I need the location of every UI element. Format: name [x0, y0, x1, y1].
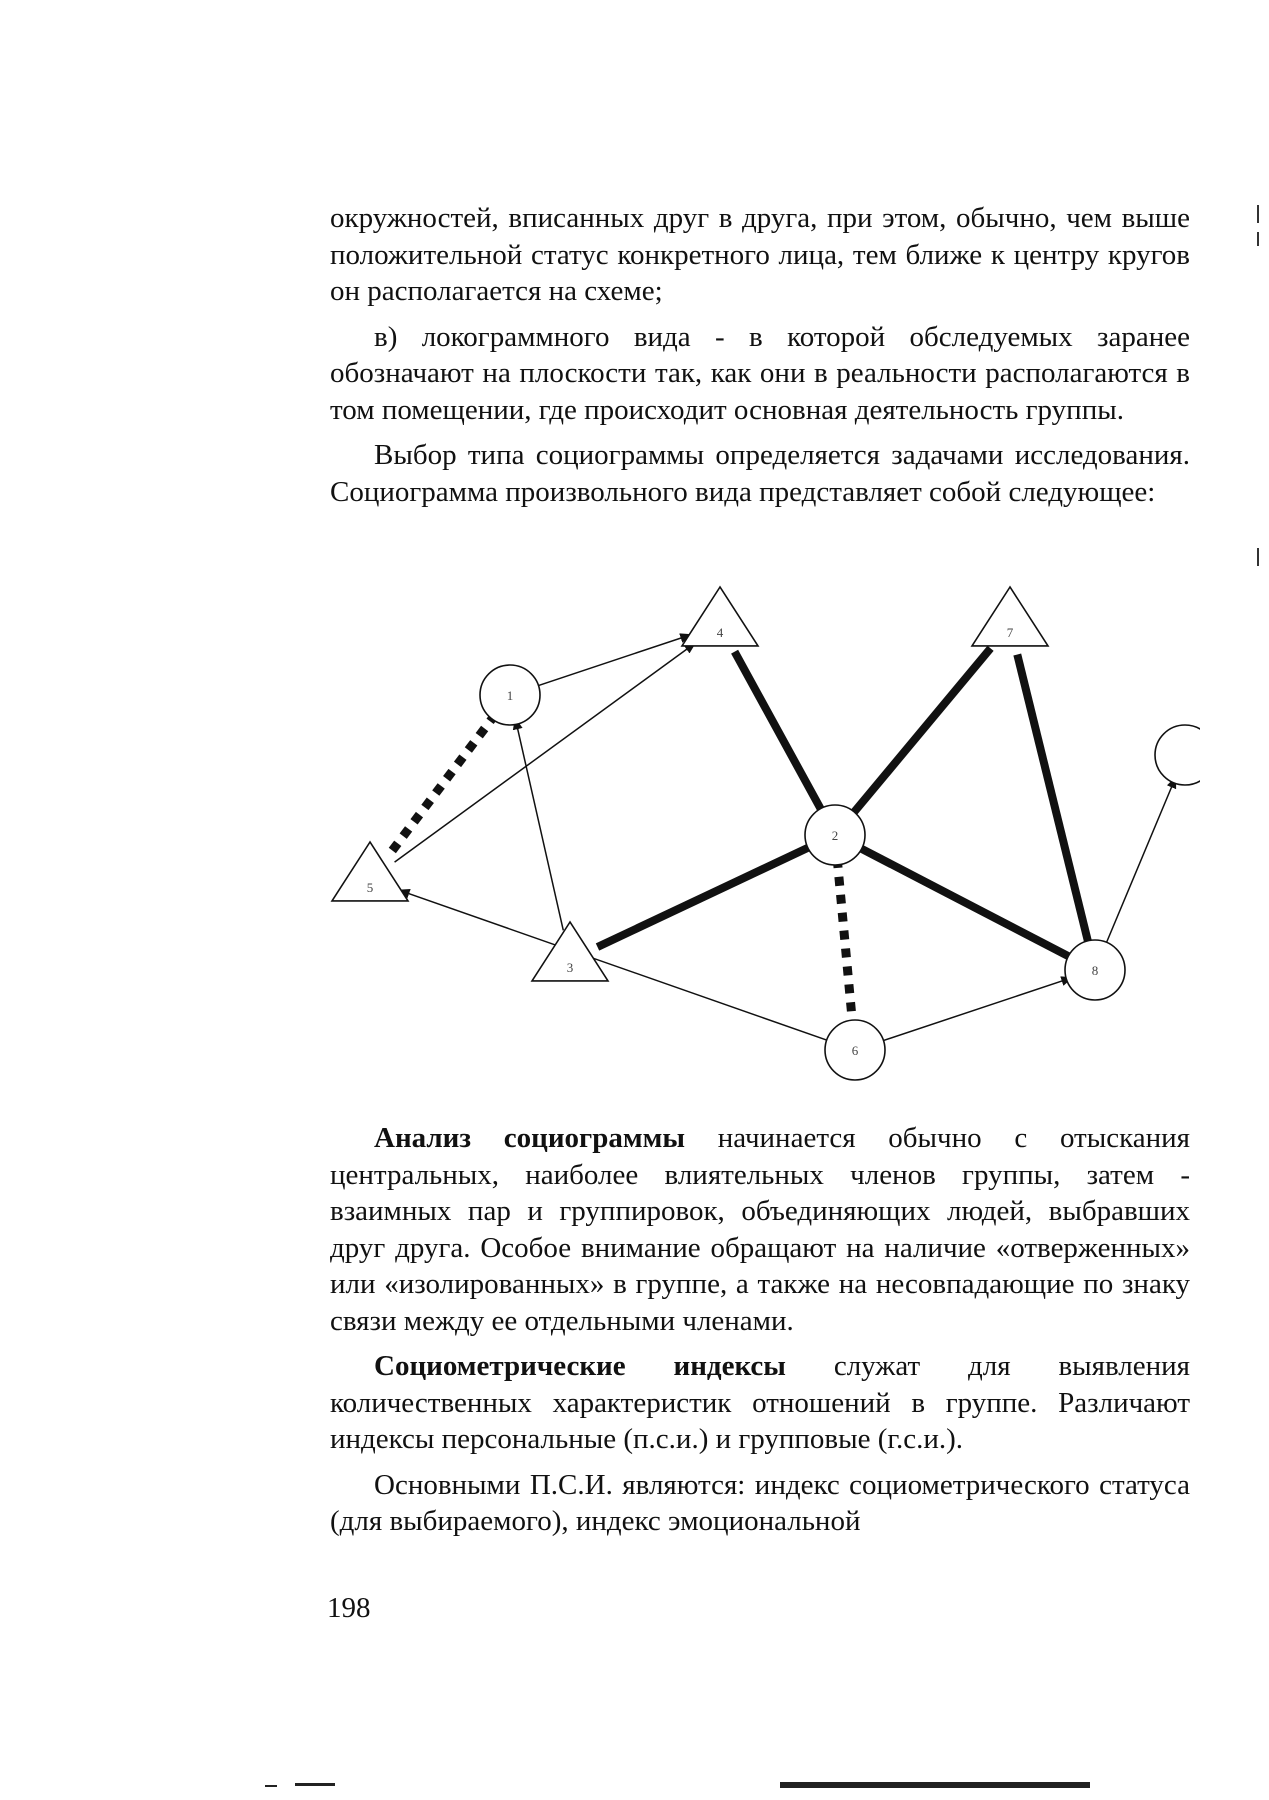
edge-3-1 — [515, 718, 563, 930]
edge-2-8 — [856, 846, 1073, 959]
edge-2-3 — [597, 845, 813, 947]
scan-smudge — [780, 1782, 1090, 1788]
analysis-text: начинается обычно с отыскания центральных, наиболее влиятельных членов группы, затем - взаимных пар и группировок, объединяющих людей, выбравших друг друга. Особое внимание обращают на наличие «отверженных» или «изолированных» в группе, а также на несовпадающие по знаку связи между ее отдельными членами. — [330, 1122, 1190, 1337]
margin-mark — [1257, 548, 1259, 566]
node-circle-9 — [1155, 725, 1200, 785]
indices-text: служат для выявления количественных характеристик отношений в группе. Различают индексы персональные (п.с.и.) и групповые (г.с.и.). — [330, 1350, 1190, 1455]
node-label-1: 1 — [506, 688, 514, 703]
margin-mark — [1257, 205, 1259, 223]
node-label-5: 5 — [366, 880, 374, 895]
edge-8-9 — [1104, 777, 1175, 948]
paragraph-locogram: в) локограммного вида - в которой обследуемых заранее обозначают на плоскости так, как они в реальности располагаются в том помещении, где происходит основная деятельность группы. — [330, 320, 1190, 426]
edge-4-2 — [735, 652, 824, 814]
node-label-6: 6 — [851, 1043, 859, 1058]
main-psi-text: Основными П.С.И. являются: индекс социометрического статуса (для выбираемого), индекс эмоциональной — [330, 1468, 1190, 1537]
paragraph-main-psi — [330, 1467, 1190, 1540]
node-label-8: 8 — [1091, 963, 1099, 978]
term-analysis: Анализ социограммы — [374, 1122, 685, 1154]
edge-7-8 — [1017, 655, 1089, 947]
node-label-3: 3 — [566, 960, 574, 975]
sociogram-diagram — [320, 580, 1200, 1100]
page-number: 198 — [327, 1592, 371, 1624]
edge-6-5 — [399, 890, 833, 1042]
bottom-text-block — [330, 1120, 1190, 1549]
edge-7-2 — [850, 648, 990, 816]
margin-mark — [1257, 232, 1259, 246]
node-label-2: 2 — [831, 828, 839, 843]
scan-smudge — [265, 1785, 277, 1787]
paragraph-analysis — [330, 1120, 1190, 1339]
paragraph-continuation: окружностей, вписанных друг в друга, при этом, обычно, чем выше положительной статус конкретного лица, тем ближе к центру кругов он располагается на схеме; — [330, 202, 1190, 307]
edge-1-5 — [388, 714, 495, 856]
top-text-block — [330, 200, 1190, 519]
edge-6-8 — [878, 978, 1072, 1043]
scan-smudge — [295, 1783, 335, 1786]
node-label-7: 7 — [1006, 625, 1014, 640]
term-indices: Социометрические индексы — [374, 1350, 786, 1382]
paragraph-indices — [330, 1348, 1190, 1458]
sociogram-svg — [320, 580, 1200, 1100]
edge-2-6 — [837, 859, 853, 1026]
edge-1-4 — [533, 635, 691, 688]
edge-5-4 — [395, 643, 696, 862]
node-label-4: 4 — [716, 625, 724, 640]
paragraph-sociogram-choice: Выбор типа социограммы определяется задачами исследования. Социограмма произвольного вида представляет собой следующее: — [330, 439, 1190, 508]
